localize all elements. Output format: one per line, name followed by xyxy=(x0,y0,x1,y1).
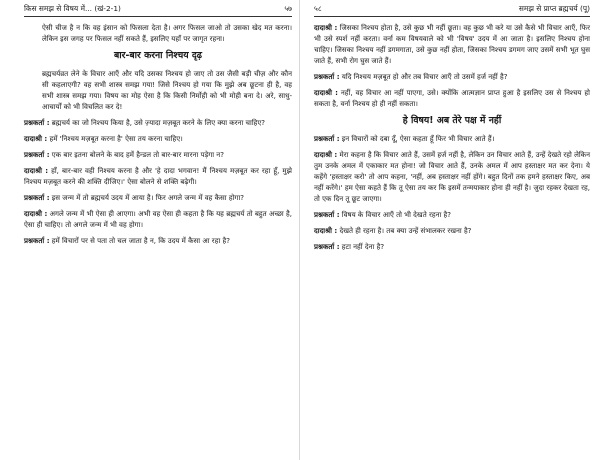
paragraph xyxy=(24,149,292,160)
speaker-label: प्रश्नकर्ता : xyxy=(24,118,50,127)
paragraph-text: एक बार इतना बोलने के बाद हमें हैन्डल तो बार-बार मारना पड़ेगा न? xyxy=(51,150,224,159)
paragraph xyxy=(314,241,590,252)
right-page xyxy=(300,0,600,460)
paragraph-text: अगले जन्म में भी ऐसा ही आएगा। अभी वह ऐसा ही कहता है कि यह ब्रह्मचर्य तो बहुत अच्छा है, ऐसा ही चाहिए। तो अगले जन्म में भी वह होगा। xyxy=(24,209,292,229)
speaker-label: प्रश्नकर्ता : xyxy=(24,150,50,159)
paragraph-text: मेरा कहना है कि विचार आते हैं, उसमें हर्ज नहीं है, लेकिन उन विचार आते हैं, उन्हें देखते रहो लेकिन तुम उनके अमल में एकाकार मत होना! जो विचार आते हैं, उनके अमल में आप हस्ताक्षर मत कर देना। ये कहेंगे 'हस्ताक्षर करो' तो आप कहना, 'नहीं, अब हस्ताक्षर नहीं होंगे। बहुत दिनों तक हमने हस्ताक्षर किए, अब नहीं करेंगे।' हम ऐसा कहते हैं कि तू ऐसा तय कर कि इसमें तन्मयाकार होना ही नहीं है। जुदा रहकर देखता रह, तो एक दिन तू छूट जाएगा। xyxy=(314,150,590,203)
paragraph-text: हमें 'निश्चय मज़बूत करना है' ऐसा तय करना चाहिए। xyxy=(49,134,183,143)
left-header-title: किस समझ से विषय में... (खं-2-1) xyxy=(24,4,121,13)
right-page-body-bottom xyxy=(314,133,590,252)
paragraph-text: इस जन्म में तो ब्रह्मचर्य उदय में आया है। फिर अगले जन्म में वह कैसा होगा? xyxy=(51,193,244,202)
speaker-label: दादाश्री : xyxy=(24,134,48,143)
right-page-body-top xyxy=(314,22,590,109)
right-header-title: समझ से प्राप्त ब्रह्मचर्य (पू) xyxy=(518,4,590,13)
paragraph xyxy=(314,71,590,82)
paragraph xyxy=(24,165,292,187)
paragraph xyxy=(24,117,292,128)
speaker-label: प्रश्नकर्ता : xyxy=(314,134,340,143)
paragraph xyxy=(24,208,292,230)
paragraph xyxy=(314,209,590,220)
speaker-label: प्रश्नकर्ता : xyxy=(314,242,340,251)
paragraph xyxy=(24,68,292,112)
speaker-label: प्रश्नकर्ता : xyxy=(314,72,340,81)
paragraph-text: देखते ही रहना है। तब क्या उन्हें संभालकर रखना है? xyxy=(339,226,472,235)
paragraph-text: नहीं, वह विचार आ नहीं पाएगा, उसे। क्योंकि आत्मज्ञान प्राप्त हुआ है इसलिए उस से निश्चय हो सकता है, वर्ना निश्चय हो ही नहीं सकता। xyxy=(314,88,590,108)
speaker-label: प्रश्नकर्ता : xyxy=(24,236,50,245)
paragraph xyxy=(314,225,590,236)
paragraph-text: इन विचारों को दबा दूँ, ऐसा कहता हूँ फिर भी विचार आते हैं। xyxy=(341,134,495,143)
paragraph xyxy=(314,149,590,204)
paragraph-text: ब्रह्मचर्यव्रत लेने के विचार आएँ और यदि उसका निश्चय हो जाए तो उस जैसी बड़ी चीज़ और कौन सी कहलाएगी? वह सभी शास्त्र समझ गया! जिसे निश्चय हो गया कि मुझे अब छूटना ही है, वह सभी शास्त्र समझ गया। विषय का मोह ऐसा है कि किसी निर्मोही को भी मोही बना दे। अरे, साधु-आचार्यों को भी विचलित कर दे! xyxy=(42,69,292,111)
right-page-number: ५८ xyxy=(314,4,322,13)
paragraph-text: हाँ, बार-बार वही निश्चय करना है और 'हे दादा भगवान! मैं निश्चय मज़बूत कर रहा हूँ, मुझे निश्चय मज़बूत करने की शक्ति दीजिए।' ऐसा बोलने से शक्ति बढ़ेगी। xyxy=(24,166,292,186)
speaker-label: दादाश्री : xyxy=(24,209,48,218)
paragraph-text: हटा नहीं देना है? xyxy=(341,242,385,251)
paragraph xyxy=(24,192,292,203)
paragraph xyxy=(314,22,590,66)
speaker-label: दादाश्री : xyxy=(314,23,338,32)
paragraph-text: ऐसी चीज है न कि वह इंसान को फिसला देता है। अगर फिसल जाओ तो उसका खेद मत करना। लेकिन इस जगह पर फिसल नहीं सकते हैं, इसलिए यहाँ पर जागृत रहना। xyxy=(42,23,292,43)
speaker-label: दादाश्री : xyxy=(24,166,49,175)
right-section-heading: हे विषय! अब तेरे पक्ष में नहीं xyxy=(402,115,502,126)
paragraph xyxy=(314,87,590,109)
paragraph-text: विषय के विचार आएँ तो भी देखते रहना है? xyxy=(341,210,452,219)
left-page-body xyxy=(24,68,292,246)
speaker-label: प्रश्नकर्ता : xyxy=(24,193,50,202)
paragraph-text: ब्रह्मचर्य का जो निश्चय किया है, उसे ज़्यादा मज़बूत करने के लिए क्या करना चाहिए? xyxy=(51,118,266,127)
speaker-label: दादाश्री : xyxy=(314,150,338,159)
right-page-header xyxy=(314,4,590,17)
paragraph-text: हमें विचारों पर से पता तो चल जाता है न, कि उदय में कैसा आ रहा है? xyxy=(51,236,230,245)
paragraph xyxy=(24,235,292,246)
speaker-label: दादाश्री : xyxy=(314,226,338,235)
speaker-label: प्रश्नकर्ता : xyxy=(314,210,340,219)
left-page-intro xyxy=(24,22,292,44)
left-page-number: ५७ xyxy=(284,4,292,13)
paragraph xyxy=(24,22,292,44)
paragraph-text: यदि निश्चय मज़बूत हो और तब विचार आएँ तो उसमें हर्ज नहीं है? xyxy=(341,72,508,81)
left-page-header xyxy=(24,4,292,17)
left-section-heading: बार-बार करना निश्चय दृढ़ xyxy=(113,50,203,61)
paragraph-text: जिसका निश्चय होता है, उसे कुछ भी नहीं छूता। वह कुछ भी करे या उसे कैसे भी विचार आएँ, फिर भी उसे स्पर्श नहीं करता। वर्ना कम विषयवाले को भी 'विषय' उदय में आ जाता है। इसलिए निश्चय होना चाहिए। जिसका निश्चय नहीं डगमगाता, उसे कुछ नहीं होता, जिसका निश्चय डगमग जाए उसमें सभी भूत घुस जाते हैं, सभी रोग घुस जाते हैं। xyxy=(314,23,590,65)
paragraph xyxy=(24,133,292,144)
speaker-label: दादाश्री : xyxy=(314,88,338,97)
paragraph xyxy=(314,133,590,144)
